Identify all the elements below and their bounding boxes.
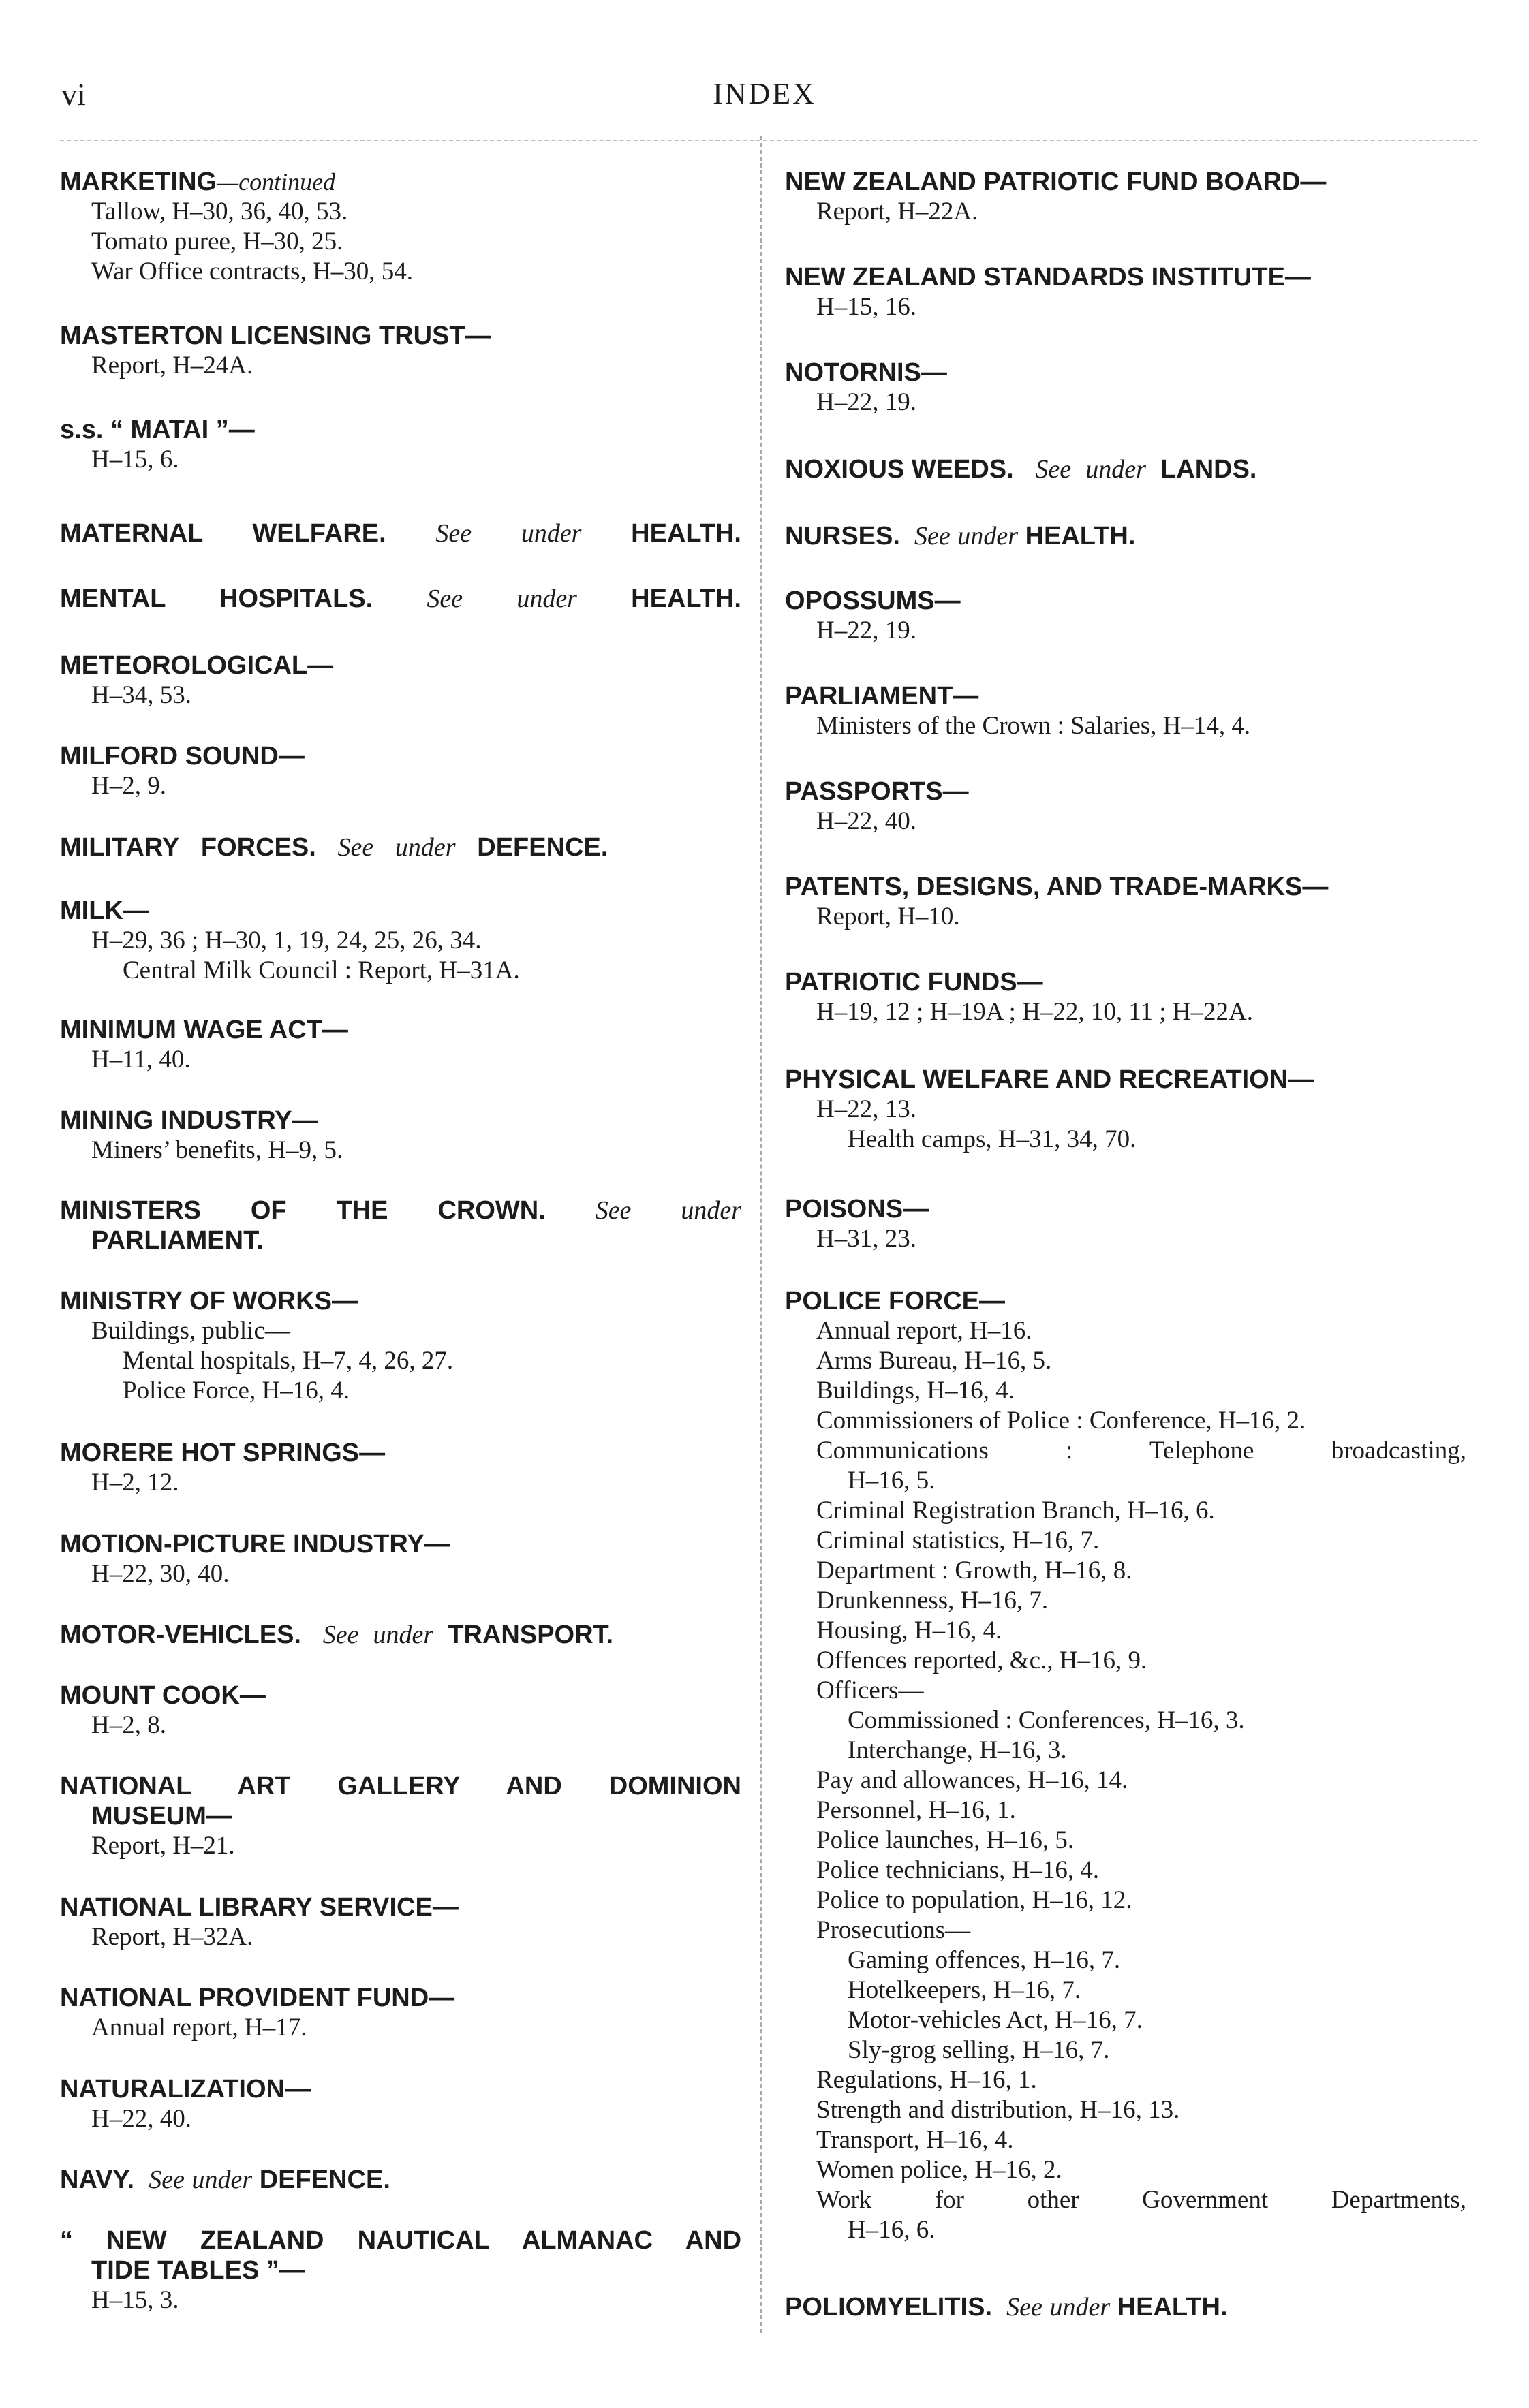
sub-entry: H–2, 9. <box>91 772 166 800</box>
entry-heading: NAVY. See under DEFENCE. <box>60 2165 390 2194</box>
index-entry-maternal-welfare <box>60 518 741 548</box>
index-entry-parliament <box>785 681 1466 741</box>
sub-entry: Hotelkeepers, H–16, 7. <box>848 1976 1081 2004</box>
sub-entry: H–11, 40. <box>91 1046 191 1074</box>
index-entry-ministers <box>60 1195 741 1255</box>
entry-heading: MINIMUM WAGE ACT— <box>60 1016 348 1044</box>
entry-heading: NATIONAL ART GALLERY AND DOMINION <box>60 1772 741 1800</box>
see-reference: See <box>337 833 374 862</box>
see-reference: See <box>435 519 472 548</box>
entry-heading: NATURALIZATION— <box>60 2075 311 2104</box>
sub-entry: H–22, 40. <box>816 807 916 835</box>
index-entry-nurses <box>785 521 1466 551</box>
sub-entry: Transport, H–16, 4. <box>816 2126 1014 2154</box>
entry-heading: MILFORD SOUND— <box>60 742 305 770</box>
sub-entry: Report, H–24A. <box>91 351 253 379</box>
sub-entry: H–22, 19. <box>816 616 916 644</box>
index-entry-noxious-weeds <box>785 454 1466 484</box>
sub-entry: Report, H–32A. <box>91 1923 253 1951</box>
entry-heading: NOTORNIS— <box>785 358 947 387</box>
sub-entry: Department : Growth, H–16, 8. <box>816 1557 1132 1584</box>
see-reference: See <box>149 2165 185 2194</box>
index-entry-police-force <box>785 1286 1466 2245</box>
entry-heading: MILK— <box>60 896 149 925</box>
index-entry-matai <box>60 415 741 475</box>
sub-entry: Women police, H–16, 2. <box>816 2156 1062 2184</box>
entry-heading: MINING INDUSTRY— <box>60 1106 318 1135</box>
sub-entry: Criminal statistics, H–16, 7. <box>816 1527 1100 1554</box>
index-entry-military-forces <box>60 832 741 862</box>
sub-entry: Regulations, H–16, 1. <box>816 2066 1037 2094</box>
index-entry-mount-cook <box>60 1680 741 1740</box>
sub-entry: Report, H–22A. <box>816 198 978 225</box>
entry-heading: MOTOR-VEHICLES. See under TRANSPORT. <box>60 1621 614 1649</box>
entry-heading: NEW ZEALAND STANDARDS INSTITUTE— <box>785 263 1311 292</box>
page-number: vi <box>61 77 86 112</box>
see-reference: See <box>427 584 463 613</box>
index-entry-marketing <box>60 167 741 287</box>
sub-entry: Pay and allowances, H–16, 14. <box>816 1766 1128 1794</box>
sub-entry: Ministers of the Crown : Salaries, H–14, 4. <box>816 712 1251 740</box>
entry-heading: s.s. “ MATAI ”— <box>60 416 255 444</box>
sub-entry: H–29, 36 ; H–30, 1, 19, 24, 25, 26, 34. <box>91 926 482 954</box>
entry-heading: “ NEW ZEALAND NAUTICAL ALMANAC AND <box>60 2226 742 2255</box>
entry-heading-continued: MUSEUM— <box>91 1802 232 1830</box>
sub-entry: H–15, 6. <box>91 445 179 473</box>
sub-entry: H–15, 16. <box>816 293 916 321</box>
sub-entry: Communications : Telephone broadcasting, <box>816 1437 1466 1465</box>
index-entry-opossums <box>785 586 1466 646</box>
entry-heading: MATERNAL WELFARE. See under HEALTH. <box>60 519 741 548</box>
entry-heading: MORERE HOT SPRINGS— <box>60 1439 386 1467</box>
cross-reference: HEALTH. <box>631 519 741 548</box>
cross-reference: HEALTH. <box>1117 2293 1228 2321</box>
entry-heading: NEW ZEALAND PATRIOTIC FUND BOARD— <box>785 168 1327 196</box>
index-entry-navy <box>60 2165 741 2195</box>
sub-entry: Drunkenness, H–16, 7. <box>816 1586 1049 1614</box>
entry-heading: PASSPORTS— <box>785 777 969 806</box>
sub-entry: H–34, 53. <box>91 681 191 709</box>
entry-heading: METEOROLOGICAL— <box>60 651 334 680</box>
sub-entry-continued: H–16, 6. <box>848 2216 936 2244</box>
see-reference: See <box>1035 455 1072 484</box>
entry-heading: MINISTERS OF THE CROWN. See under <box>60 1196 741 1225</box>
index-entry-notornis <box>785 358 1466 418</box>
cross-reference: HEALTH. <box>631 584 741 613</box>
index-entry-minimum-wage <box>60 1015 741 1075</box>
entry-heading: PATENTS, DESIGNS, AND TRADE-MARKS— <box>785 873 1329 901</box>
see-reference: See <box>322 1621 359 1649</box>
sub-entry: Annual report, H–16. <box>816 1317 1032 1345</box>
entry-heading: PHYSICAL WELFARE AND RECREATION— <box>785 1065 1314 1094</box>
cross-reference: PARLIAMENT. <box>91 1226 264 1255</box>
sub-entry: H–22, 30, 40. <box>91 1560 230 1588</box>
sub-entry: Police to population, H–16, 12. <box>816 1886 1132 1914</box>
sub-entry: Work for other Government Departments, <box>816 2186 1466 2214</box>
index-entry-almanac <box>60 2225 741 2315</box>
index-entry-morere <box>60 1438 741 1498</box>
entry-heading: POLICE FORCE— <box>785 1287 1006 1315</box>
index-entry-physical-welfare <box>785 1065 1466 1155</box>
entry-heading: OPOSSUMS— <box>785 587 961 615</box>
sub-entry: Offences reported, &c., H–16, 9. <box>816 1646 1147 1674</box>
sub-entry: Buildings, H–16, 4. <box>816 1377 1015 1405</box>
sub-entry: H–19, 12 ; H–19A ; H–22, 10, 11 ; H–22A. <box>816 998 1253 1026</box>
sub-entry: Prosecutions— <box>816 1916 971 1944</box>
see-reference: See <box>914 522 951 550</box>
sub-entry: Report, H–21. <box>91 1832 235 1860</box>
index-entry-mental-hospitals <box>60 584 741 614</box>
sub-entry: Strength and distribution, H–16, 13. <box>816 2096 1180 2124</box>
sub-entry: Tomato puree, H–30, 25. <box>91 228 343 255</box>
cross-reference: LANDS. <box>1160 455 1257 484</box>
index-entry-poliomyelitis <box>785 2292 1466 2322</box>
page-header <box>0 76 1529 124</box>
sub-entry: Criminal Registration Branch, H–16, 6. <box>816 1497 1215 1524</box>
sub-entry: Personnel, H–16, 1. <box>816 1796 1016 1824</box>
column-divider <box>760 136 762 2333</box>
sub-entry: Buildings, public— <box>91 1317 290 1345</box>
index-entry-art-gallery <box>60 1771 741 1861</box>
entry-heading: MINISTRY OF WORKS— <box>60 1287 358 1315</box>
sub-entry: H–2, 8. <box>91 1711 166 1739</box>
cross-reference: DEFENCE. <box>259 2165 390 2194</box>
entry-heading: NATIONAL PROVIDENT FUND— <box>60 1984 455 2012</box>
sub-entry: H–31, 23. <box>816 1225 916 1253</box>
index-entry-patriotic-funds <box>785 967 1466 1027</box>
entry-heading: MOTION-PICTURE INDUSTRY— <box>60 1530 450 1559</box>
sub-entry: Arms Bureau, H–16, 5. <box>816 1347 1052 1375</box>
index-entry-provident-fund <box>60 1983 741 2043</box>
sub-entry: H–2, 12. <box>91 1469 179 1497</box>
entry-heading: POLIOMYELITIS. See under HEALTH. <box>785 2293 1228 2321</box>
sub-entry: Police Force, H–16, 4. <box>123 1377 350 1405</box>
entry-heading: MASTERTON LICENSING TRUST— <box>60 322 491 350</box>
entry-heading-continued: TIDE TABLES ”— <box>91 2256 305 2285</box>
entry-heading: NOXIOUS WEEDS. See under LANDS. <box>785 455 1257 484</box>
sub-entry: Housing, H–16, 4. <box>816 1616 1002 1644</box>
index-entry-motion-picture <box>60 1529 741 1589</box>
index-entry-patents <box>785 872 1466 932</box>
sub-entry: H–22, 13. <box>816 1095 916 1123</box>
entry-heading: PATRIOTIC FUNDS— <box>785 968 1043 997</box>
index-entry-meteorological <box>60 651 741 710</box>
entry-heading: PARLIAMENT— <box>785 682 979 710</box>
entry-heading: MARKETING <box>60 168 217 196</box>
sub-entry: Motor-vehicles Act, H–16, 7. <box>848 2006 1143 2034</box>
index-entry-mining-industry <box>60 1106 741 1166</box>
index-entry-passports <box>785 777 1466 836</box>
sub-entry: Interchange, H–16, 3. <box>848 1736 1067 1764</box>
header-rule <box>60 140 1477 141</box>
sub-entry: Mental hospitals, H–7, 4, 26, 27. <box>123 1347 454 1375</box>
cross-reference: DEFENCE. <box>477 833 608 862</box>
index-entry-national-library <box>60 1892 741 1952</box>
index-entry-masterton <box>60 321 741 381</box>
entry-heading: POISONS— <box>785 1195 929 1223</box>
sub-entry: Sly-grog selling, H–16, 7. <box>848 2036 1110 2064</box>
cross-reference: HEALTH. <box>1025 522 1136 550</box>
entry-heading: NATIONAL LIBRARY SERVICE— <box>60 1893 459 1922</box>
sub-entry: Police launches, H–16, 5. <box>816 1826 1075 1854</box>
sub-entry-continued: H–16, 5. <box>848 1467 936 1495</box>
index-entry-standards <box>785 262 1466 322</box>
sub-entry: Commissioned : Conferences, H–16, 3. <box>848 1706 1245 1734</box>
index-entry-motor-vehicles <box>60 1620 741 1650</box>
sub-entry: Officers— <box>816 1676 924 1704</box>
sub-entry: Commissioners of Police : Conference, H–16, 2. <box>816 1407 1306 1435</box>
entry-heading: MENTAL HOSPITALS. See under HEALTH. <box>60 584 741 613</box>
sub-entry: Police technicians, H–16, 4. <box>816 1856 1100 1884</box>
sub-entry: Health camps, H–31, 34, 70. <box>848 1125 1137 1153</box>
index-entry-patriotic-board <box>785 167 1466 227</box>
entry-heading: MOUNT COOK— <box>60 1681 266 1710</box>
sub-entry: Annual report, H–17. <box>91 2014 307 2042</box>
continued-note: —continued <box>217 168 336 196</box>
sub-entry: H–15, 3. <box>91 2286 179 2314</box>
sub-entry: Tallow, H–30, 36, 40, 53. <box>91 198 348 225</box>
cross-reference: TRANSPORT. <box>448 1621 614 1649</box>
index-entry-naturalization <box>60 2074 741 2134</box>
entry-heading: MILITARY FORCES. See under DEFENCE. <box>60 833 608 862</box>
index-entry-poisons <box>785 1194 1466 1254</box>
sub-entry: H–22, 19. <box>816 388 916 416</box>
see-reference: See <box>595 1196 632 1225</box>
sub-entry: War Office contracts, H–30, 54. <box>91 257 414 285</box>
entry-heading: NURSES. See under HEALTH. <box>785 522 1136 550</box>
sub-entry: Report, H–10. <box>816 903 960 931</box>
sub-entry: H–22, 40. <box>91 2105 191 2133</box>
index-entry-milk <box>60 896 741 986</box>
index-entry-milford-sound <box>60 741 741 801</box>
sub-entry: Miners’ benefits, H–9, 5. <box>91 1136 343 1164</box>
sub-entry: Gaming offences, H–16, 7. <box>848 1946 1121 1974</box>
see-reference: See <box>1006 2293 1042 2321</box>
index-entry-ministry-of-works <box>60 1286 741 1406</box>
page-title: INDEX <box>713 77 816 110</box>
sub-entry: Central Milk Council : Report, H–31A. <box>123 956 520 984</box>
